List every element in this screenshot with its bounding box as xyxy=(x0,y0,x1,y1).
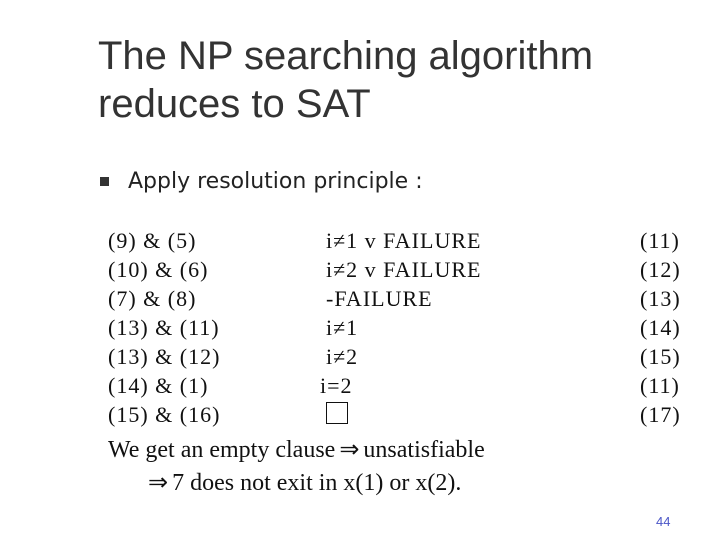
clause-number: (14) xyxy=(640,315,681,340)
derivation-step xyxy=(0,371,720,400)
page-number: 44 xyxy=(656,514,671,529)
resolvent-clause: i≠1 xyxy=(326,315,359,340)
derivation-step xyxy=(0,400,720,429)
title-line-2: reduces to SAT xyxy=(98,82,371,126)
empty-square-icon xyxy=(326,402,348,424)
derivation-step xyxy=(0,342,720,371)
conclusion-text: We get an empty clause xyxy=(108,437,336,463)
implies-arrow-icon: ⇒ xyxy=(339,437,360,463)
conclusion-text: 7 does not exit in x(1) or x(2). xyxy=(172,470,462,496)
implies-arrow-icon: ⇒ xyxy=(148,470,169,496)
clause-number: (11) xyxy=(640,373,680,398)
resolvent-clause: i=2 xyxy=(320,373,353,398)
title-line-1: The NP searching algorithm xyxy=(98,34,594,78)
resolvent-clause: i≠2 xyxy=(326,344,359,369)
derivation-step xyxy=(0,255,720,284)
empty-clause xyxy=(326,400,348,429)
clause-number: (15) xyxy=(640,344,681,369)
clause-pair: (13) & (12) xyxy=(108,344,221,369)
derivation-step xyxy=(0,313,720,342)
conclusion-line-2 xyxy=(144,467,461,499)
clause-number: (17) xyxy=(640,402,681,427)
clause-number: (11) xyxy=(640,228,680,253)
square-bullet-icon xyxy=(100,177,109,186)
conclusion-line-1 xyxy=(108,434,485,466)
derivation-step xyxy=(0,284,720,313)
bullet-text: Apply resolution principle : xyxy=(128,169,423,194)
slide-title xyxy=(98,32,698,128)
clause-pair: (9) & (5) xyxy=(108,228,197,253)
clause-pair: (7) & (8) xyxy=(108,286,197,311)
resolvent-clause: i≠2 v FAILURE xyxy=(326,257,482,282)
clause-number: (13) xyxy=(640,286,681,311)
conclusion-text: unsatisfiable xyxy=(363,437,485,463)
clause-pair: (13) & (11) xyxy=(108,315,220,340)
resolvent-clause: i≠1 v FAILURE xyxy=(326,228,482,253)
clause-pair: (10) & (6) xyxy=(108,257,209,282)
clause-pair: (14) & (1) xyxy=(108,373,209,398)
clause-number: (12) xyxy=(640,257,681,282)
derivation-step xyxy=(0,226,720,255)
resolvent-clause: -FAILURE xyxy=(326,286,433,311)
clause-pair: (15) & (16) xyxy=(108,402,221,427)
